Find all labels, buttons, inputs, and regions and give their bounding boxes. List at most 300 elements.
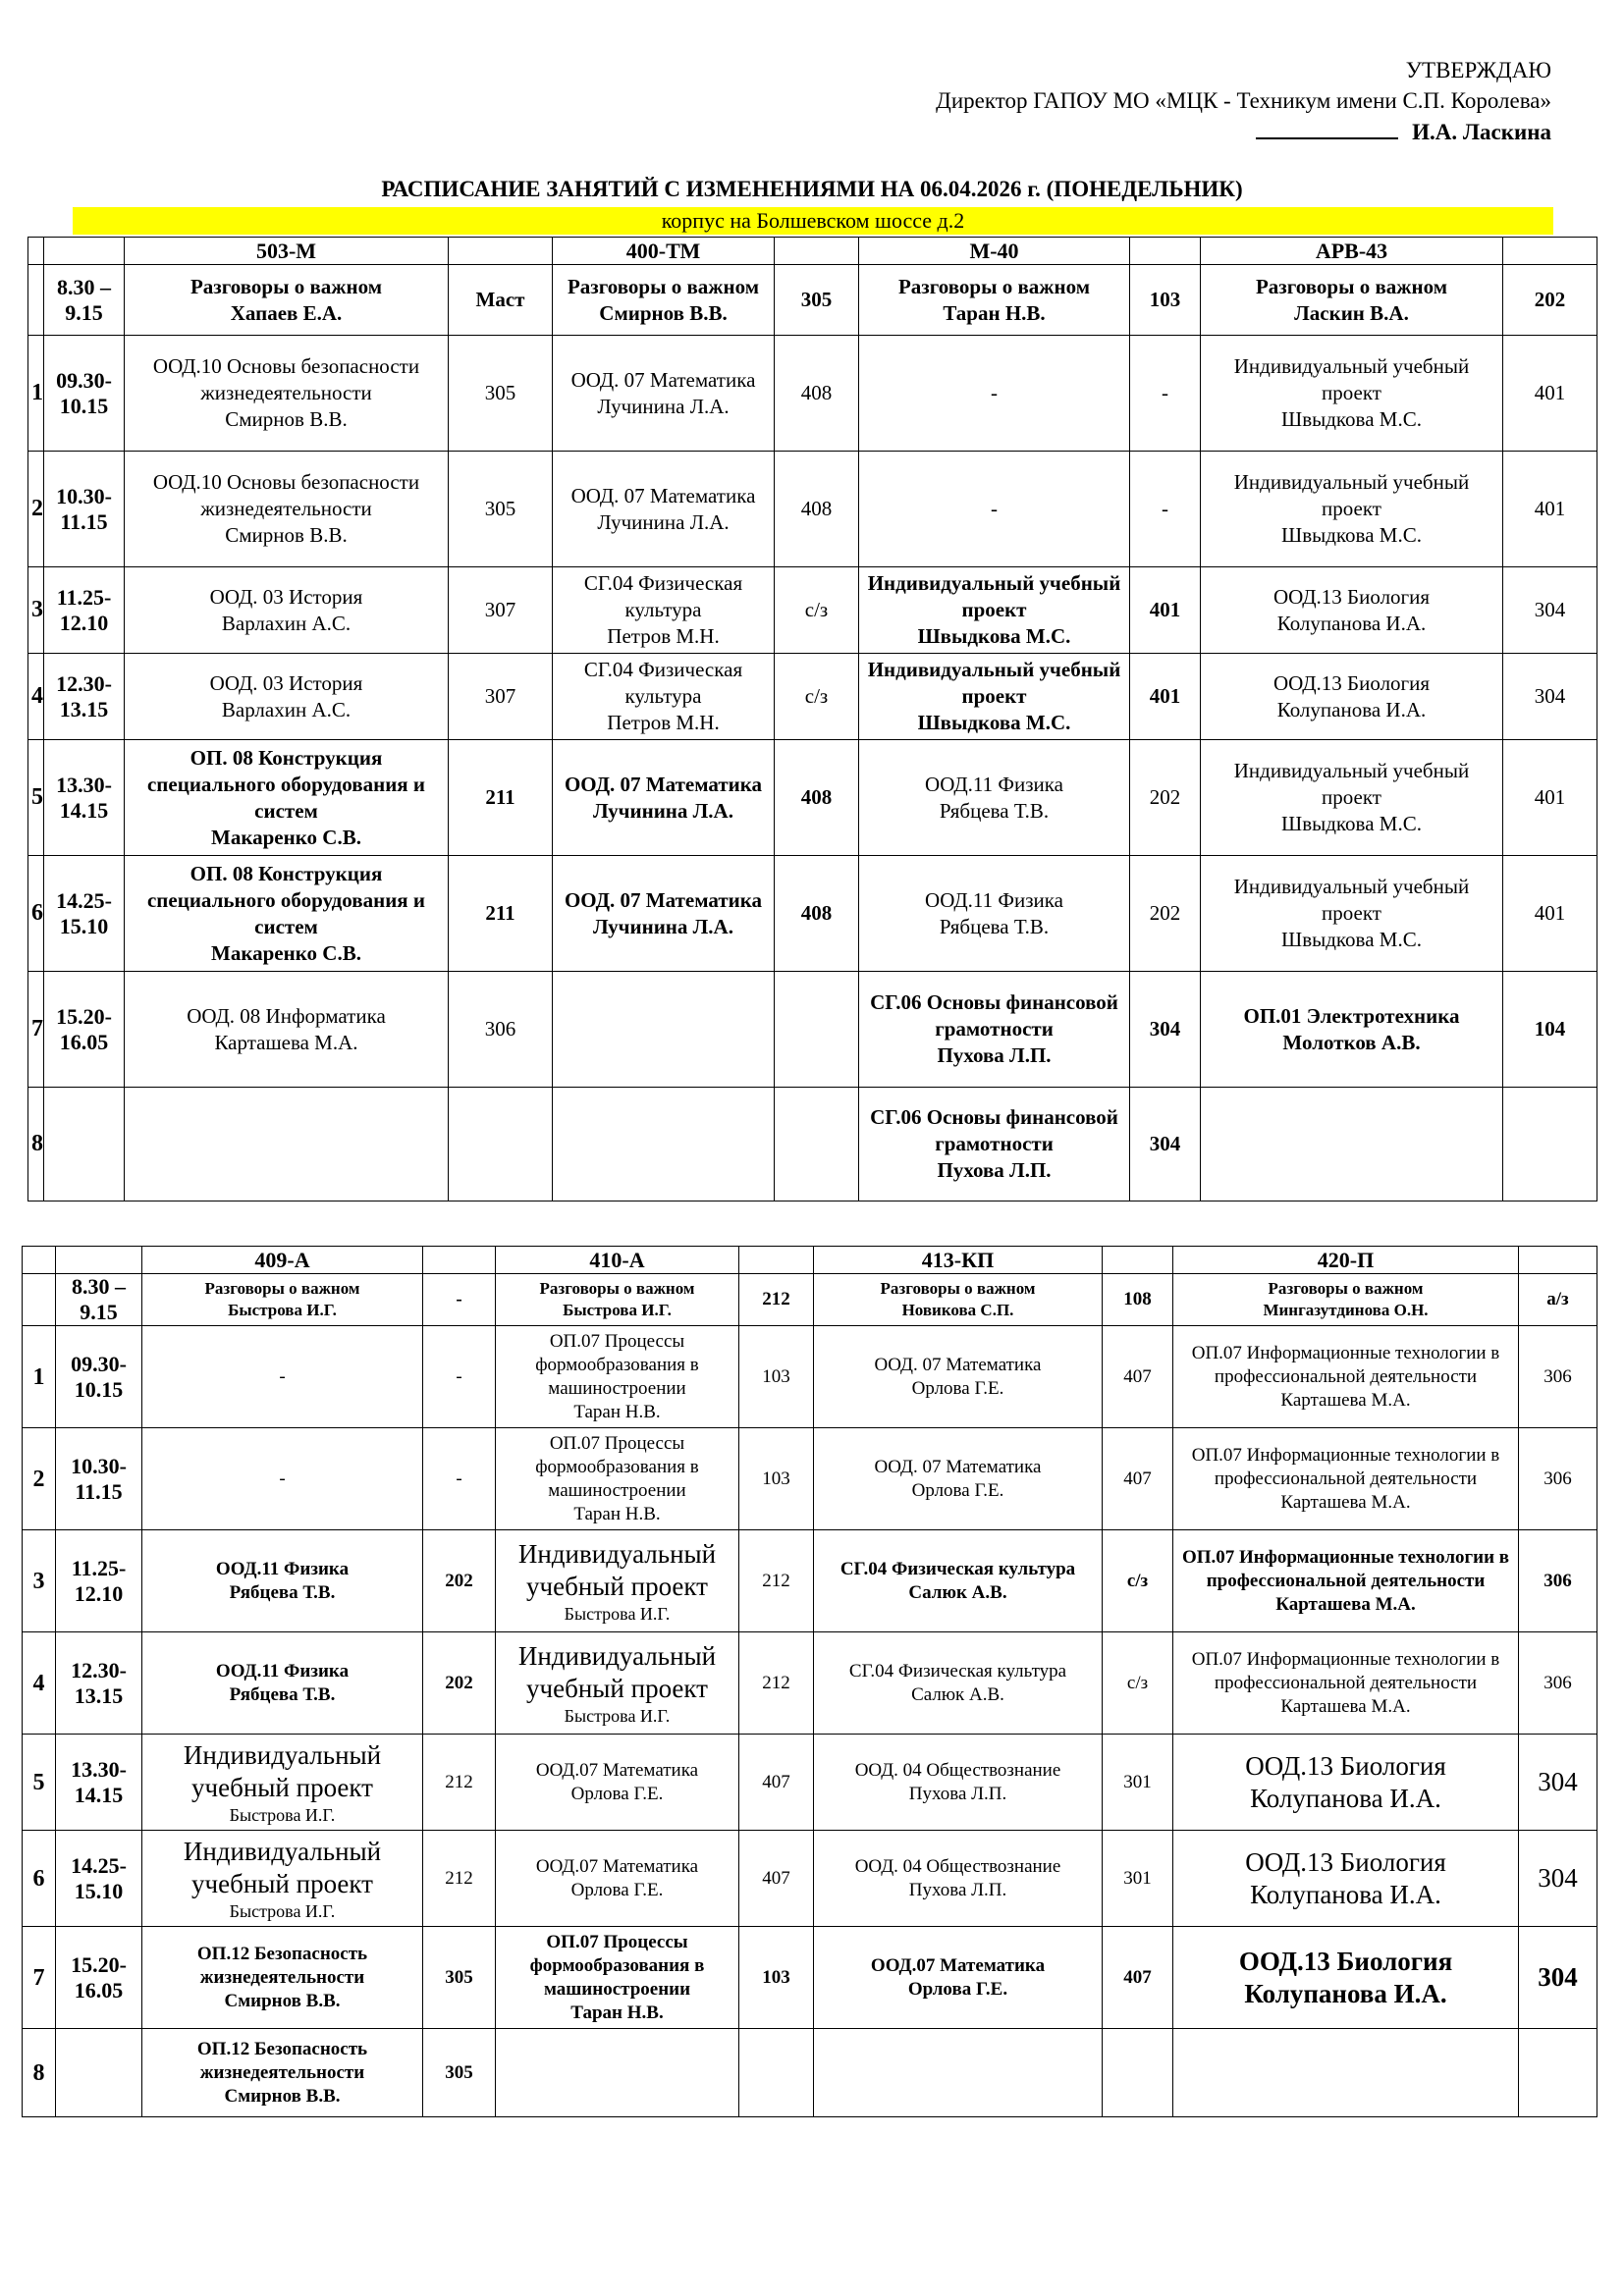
teacher: Таран Н.В.: [943, 300, 1046, 325]
teacher: Таран Н.В.: [573, 1503, 661, 1524]
lesson-cell: [553, 567, 775, 654]
group-header: М-40: [859, 238, 1130, 265]
room: 305: [449, 336, 553, 452]
room: [739, 2029, 814, 2117]
lesson-cell: [814, 1274, 1103, 1326]
room: 407: [739, 1831, 814, 1927]
room: 304: [1519, 1927, 1597, 2029]
lesson-cell: [1201, 567, 1503, 654]
lesson-cell: [859, 1088, 1130, 1201]
teacher: Швыдкова М.С.: [1281, 407, 1422, 431]
subject: Разговоры о важном: [204, 1279, 360, 1298]
room: 212: [739, 1274, 814, 1326]
subject: Индивидуальный учебный проект: [867, 658, 1121, 708]
subject: Индивидуальный учебный проект: [1233, 470, 1470, 520]
lesson-row: [23, 1428, 1597, 1530]
header-blank: [23, 1247, 56, 1274]
lesson-number: 6: [23, 1831, 56, 1927]
subject: -: [279, 1365, 286, 1387]
lesson-cell: [1201, 856, 1503, 972]
subject: ОП.07 Информационные технологии в профессиональной деятельности: [1191, 1342, 1500, 1387]
teacher: Варлахин А.С.: [221, 611, 352, 635]
teacher: Быстрова И.Г.: [229, 1900, 336, 1921]
lesson-cell: [553, 740, 775, 856]
subject: ОП. 08 Конструкция специального оборудования и систем: [146, 861, 426, 938]
header-blank: [449, 238, 553, 265]
subject: Индивидуальный учебный проект: [1233, 759, 1470, 809]
room: 108: [1103, 1274, 1173, 1326]
approval-name: И.А. Ласкина: [1412, 120, 1551, 144]
teacher: Молотков А.В.: [1282, 1030, 1421, 1054]
lesson-cell: [553, 1088, 775, 1201]
lesson-cell: [859, 567, 1130, 654]
lesson-cell: [859, 972, 1130, 1088]
teacher: Швыдкова М.С.: [1281, 812, 1422, 835]
group-header: 400-ТМ: [553, 238, 775, 265]
subject: ООД. 07 Математика: [874, 1456, 1042, 1477]
room: 202: [423, 1530, 496, 1632]
room: 306: [1519, 1326, 1597, 1428]
teacher: Таран Н.В.: [573, 1401, 661, 1422]
subject: Индивидуальный учебный проект: [517, 1640, 717, 1703]
teacher: Быстрова И.Г.: [564, 1705, 671, 1726]
lesson-row: [28, 265, 1597, 336]
lesson-time: 8.30 – 9.15: [44, 265, 125, 336]
subject: ООД. 03 История: [209, 670, 363, 695]
teacher: Смирнов В.В.: [599, 300, 728, 325]
teacher: Пухова Л.П.: [908, 1783, 1007, 1804]
room: 202: [423, 1632, 496, 1735]
header-blank: [1519, 1247, 1597, 1274]
subject: Индивидуальный учебный проект: [1233, 875, 1470, 925]
group-header-row: [28, 238, 1597, 265]
subject: Индивидуальный учебный проект: [183, 1836, 382, 1898]
lesson-row: [28, 856, 1597, 972]
lesson-row: [28, 567, 1597, 654]
teacher: Орлова Г.Е.: [911, 1479, 1004, 1501]
subject: СГ.06 Основы финансовой грамотности: [870, 1105, 1118, 1155]
teacher: Салюк А.В.: [911, 1683, 1004, 1705]
teacher: Швыдкова М.С.: [1281, 523, 1422, 547]
lesson-number: 5: [23, 1735, 56, 1831]
subject: Разговоры о важном: [880, 1279, 1036, 1298]
lesson-row: [23, 1735, 1597, 1831]
lesson-time: 13.30- 14.15: [44, 740, 125, 856]
lesson-cell: [1173, 1274, 1519, 1326]
room: 407: [739, 1735, 814, 1831]
lesson-cell: [142, 1831, 423, 1927]
room: 306: [449, 972, 553, 1088]
teacher: Мингазутдинова О.Н.: [1263, 1301, 1429, 1319]
lesson-row: [23, 1326, 1597, 1428]
room: 104: [1503, 972, 1597, 1088]
room: с/з: [775, 654, 859, 740]
lesson-cell: [125, 1088, 449, 1201]
lesson-cell: [1201, 1088, 1503, 1201]
teacher: Петров М.Н.: [607, 711, 720, 734]
teacher: Орлова Г.Е.: [570, 1879, 664, 1900]
subject: Разговоры о важном: [539, 1279, 695, 1298]
lesson-time: 15.20- 16.05: [44, 972, 125, 1088]
room: -: [423, 1428, 496, 1530]
approval-block: [805, 55, 1551, 147]
subject: -: [991, 381, 998, 404]
lesson-cell: [125, 972, 449, 1088]
teacher: Орлова Г.Е.: [570, 1783, 664, 1804]
subject: СГ.04 Физическая культура: [583, 658, 743, 708]
teacher: Рябцева Т.В.: [229, 1581, 336, 1603]
room: 407: [1103, 1326, 1173, 1428]
subject: ООД.07 Математика: [870, 1954, 1046, 1976]
subject: ОП.07 Процессы формообразования в машиностроении: [535, 1432, 699, 1501]
lesson-cell: [859, 856, 1130, 972]
room: 408: [775, 740, 859, 856]
subject: ООД. 07 Математика: [570, 367, 756, 392]
room: 305: [449, 452, 553, 567]
teacher: Лучинина Л.А.: [597, 509, 730, 534]
lesson-cell: [1173, 1831, 1519, 1927]
lesson-number: [28, 265, 44, 336]
subject: -: [279, 1468, 286, 1489]
teacher: Смирнов В.В.: [225, 523, 348, 547]
room: 301: [1103, 1831, 1173, 1927]
room: Маст: [449, 265, 553, 336]
lesson-cell: [814, 1428, 1103, 1530]
room: 202: [1130, 856, 1201, 972]
lesson-cell: [1201, 452, 1503, 567]
subject: ООД.13 Биология: [1245, 1846, 1446, 1877]
lesson-row: [23, 1632, 1597, 1735]
room: 305: [423, 1927, 496, 2029]
lesson-time: [56, 2029, 142, 2117]
room: с/з: [1103, 1632, 1173, 1735]
teacher: Смирнов В.В.: [224, 1990, 341, 2011]
lesson-cell: [1201, 740, 1503, 856]
lesson-cell: [125, 654, 449, 740]
teacher: Лучинина Л.А.: [593, 914, 733, 938]
approval-director: Директор ГАПОУ МО «МЦК - Техникум имени С.П. Королева»: [936, 88, 1551, 113]
lesson-row: [28, 654, 1597, 740]
room: 305: [423, 2029, 496, 2117]
room: 306: [1519, 1428, 1597, 1530]
lesson-number: 4: [28, 654, 44, 740]
teacher: Ласкин В.А.: [1294, 300, 1409, 325]
room: [775, 972, 859, 1088]
room: 408: [775, 856, 859, 972]
teacher: Варлахин А.С.: [221, 697, 352, 721]
lesson-cell: [859, 740, 1130, 856]
approval-signature: [805, 116, 1551, 147]
lesson-cell: [496, 1326, 739, 1428]
subject: ОП.07 Информационные технологии в профессиональной деятельности: [1191, 1648, 1500, 1693]
lesson-row: [23, 1530, 1597, 1632]
header-blank: [423, 1247, 496, 1274]
subject: ОП.07 Процессы формообразования в машиностроении: [535, 1330, 699, 1399]
room: с/з: [775, 567, 859, 654]
teacher: Карташева М.А.: [1280, 1491, 1411, 1513]
lesson-cell: [125, 265, 449, 336]
lesson-cell: [1173, 1735, 1519, 1831]
teacher: Карташева М.А.: [1275, 1593, 1416, 1615]
lesson-cell: [125, 336, 449, 452]
lesson-cell: [1173, 1428, 1519, 1530]
room: 103: [1130, 265, 1201, 336]
subject: ООД.13 Биология: [1272, 670, 1431, 695]
teacher: Салюк А.В.: [908, 1581, 1007, 1603]
header-blank: [739, 1247, 814, 1274]
room: 304: [1519, 1831, 1597, 1927]
lesson-cell: [125, 567, 449, 654]
lesson-cell: [859, 452, 1130, 567]
room: -: [1130, 336, 1201, 452]
lesson-cell: [496, 1530, 739, 1632]
group-header: АРВ-43: [1201, 238, 1503, 265]
subject: Разговоры о важном: [1268, 1279, 1424, 1298]
subject: ОП.01 Электротехника: [1243, 1003, 1460, 1028]
teacher: Рябцева Т.В.: [939, 914, 1050, 938]
subject: ООД. 07 Математика: [564, 887, 763, 912]
room: 212: [739, 1530, 814, 1632]
teacher: Быстрова И.Г.: [564, 1603, 671, 1624]
signature-line: [1256, 116, 1398, 139]
lesson-cell: [814, 1326, 1103, 1428]
teacher: Орлова Г.Е.: [907, 1978, 1008, 2000]
room: 401: [1503, 452, 1597, 567]
room: 304: [1519, 1735, 1597, 1831]
room: 304: [1130, 1088, 1201, 1201]
lesson-row: [23, 2029, 1597, 2117]
teacher: Хапаев Е.А.: [230, 300, 343, 325]
teacher: Быстрова И.Г.: [228, 1301, 337, 1319]
subject: ООД.07 Математика: [535, 1855, 699, 1877]
lesson-time: 10.30- 11.15: [56, 1428, 142, 1530]
subject: ООД.11 Физика: [925, 887, 1063, 912]
lesson-time: 12.30- 13.15: [44, 654, 125, 740]
subject: Разговоры о важном: [189, 274, 383, 298]
subject: ООД. 04 Обществознание: [854, 1855, 1061, 1877]
room: 401: [1503, 740, 1597, 856]
header-blank: [28, 238, 44, 265]
room: [1103, 2029, 1173, 2117]
teacher: Колупанова И.А.: [1276, 697, 1427, 721]
room: а/з: [1519, 1274, 1597, 1326]
room: 301: [1103, 1735, 1173, 1831]
lesson-time: 11.25- 12.10: [56, 1530, 142, 1632]
subject: ООД. 04 Обществознание: [854, 1759, 1061, 1781]
teacher: Колупанова И.А.: [1250, 1879, 1441, 1909]
group-header: 420-П: [1173, 1247, 1519, 1274]
lesson-number: 7: [23, 1927, 56, 2029]
lesson-cell: [142, 1326, 423, 1428]
subject: Индивидуальный учебный проект: [517, 1538, 717, 1601]
teacher: Колупанова И.А.: [1276, 611, 1427, 635]
room: 212: [423, 1735, 496, 1831]
lesson-row: [28, 452, 1597, 567]
subject: Индивидуальный учебный проект: [183, 1739, 382, 1802]
room: 103: [739, 1428, 814, 1530]
lesson-cell: [1201, 265, 1503, 336]
subject: Разговоры о важном: [1255, 274, 1448, 298]
lesson-number: 8: [23, 2029, 56, 2117]
lesson-cell: [1173, 1326, 1519, 1428]
lesson-cell: [859, 654, 1130, 740]
lesson-cell: [142, 1927, 423, 2029]
teacher: Быстрова И.Г.: [563, 1301, 672, 1319]
lesson-row: [28, 1088, 1597, 1201]
subject: ООД.11 Физика: [215, 1558, 350, 1579]
room: -: [423, 1326, 496, 1428]
lesson-number: 2: [28, 452, 44, 567]
room: 306: [1519, 1530, 1597, 1632]
subject: ООД. 03 История: [209, 584, 363, 609]
subject: ООД. 07 Математика: [874, 1354, 1042, 1375]
subject: ООД.11 Физика: [925, 772, 1063, 796]
teacher: Лучинина Л.А.: [593, 798, 733, 823]
teacher: Пухова Л.П.: [908, 1879, 1007, 1900]
teacher: Пухова Л.П.: [937, 1158, 1052, 1182]
lesson-cell: [496, 1632, 739, 1735]
lesson-time: 11.25- 12.10: [44, 567, 125, 654]
lesson-time: 09.30- 10.15: [56, 1326, 142, 1428]
lesson-row: [28, 336, 1597, 452]
lesson-time: 12.30- 13.15: [56, 1632, 142, 1735]
room: 408: [775, 452, 859, 567]
lesson-cell: [1173, 1927, 1519, 2029]
room: 304: [1130, 972, 1201, 1088]
lesson-cell: [125, 740, 449, 856]
lesson-time: 15.20- 16.05: [56, 1927, 142, 2029]
header-blank: [44, 238, 125, 265]
lesson-cell: [859, 336, 1130, 452]
page-title: РАСПИСАНИЕ ЗАНЯТИЙ С ИЗМЕНЕНИЯМИ НА 06.04.2026 г. (ПОНЕДЕЛЬНИК): [381, 177, 1243, 201]
group-header: 413-КП: [814, 1247, 1103, 1274]
lesson-cell: [553, 452, 775, 567]
lesson-time: 10.30- 11.15: [44, 452, 125, 567]
subject: СГ.06 Основы финансовой грамотности: [870, 990, 1118, 1041]
room: 103: [739, 1927, 814, 2029]
lesson-cell: [496, 1274, 739, 1326]
room: -: [423, 1274, 496, 1326]
subject: СГ.04 Физическая культура: [848, 1660, 1067, 1682]
header-blank: [775, 238, 859, 265]
lesson-cell: [814, 1927, 1103, 2029]
room: 401: [1130, 567, 1201, 654]
subject: ОП.07 Процессы формообразования в машиностроении: [529, 1931, 705, 2000]
subject: Индивидуальный учебный проект: [1233, 354, 1470, 404]
lesson-cell: [1173, 1632, 1519, 1735]
lesson-number: 5: [28, 740, 44, 856]
lesson-number: 4: [23, 1632, 56, 1735]
lesson-cell: [142, 1735, 423, 1831]
teacher: Швыдкова М.С.: [917, 711, 1071, 734]
subject: Разговоры о важном: [567, 274, 760, 298]
subject: Индивидуальный учебный проект: [867, 571, 1121, 621]
teacher: Рябцева Т.В.: [229, 1683, 336, 1705]
lesson-cell: [496, 1735, 739, 1831]
teacher: Швыдкова М.С.: [917, 624, 1071, 648]
teacher: Быстрова И.Г.: [229, 1804, 336, 1825]
room: 401: [1503, 856, 1597, 972]
approval-heading: УТВЕРЖДАЮ: [1405, 58, 1551, 82]
teacher: Макаренко С.В.: [211, 940, 361, 965]
teacher: Пухова Л.П.: [937, 1043, 1052, 1067]
teacher: Таран Н.В.: [570, 2002, 664, 2023]
room: 307: [449, 654, 553, 740]
subject: ООД. 08 Информатика: [187, 1003, 386, 1028]
room: с/з: [1103, 1530, 1173, 1632]
lesson-cell: [814, 1831, 1103, 1927]
header-blank: [1130, 238, 1201, 265]
room: 304: [1503, 567, 1597, 654]
subject: ОП.07 Информационные технологии в профессиональной деятельности: [1181, 1546, 1510, 1591]
lesson-cell: [142, 1632, 423, 1735]
room: 306: [1519, 1632, 1597, 1735]
lesson-time: [44, 1088, 125, 1201]
teacher: Карташева М.А.: [214, 1030, 358, 1054]
teacher: Новикова С.П.: [901, 1301, 1014, 1319]
lesson-cell: [553, 654, 775, 740]
lesson-cell: [1173, 2029, 1519, 2117]
room: 211: [449, 740, 553, 856]
lesson-cell: [814, 1632, 1103, 1735]
lesson-cell: [496, 1927, 739, 2029]
lesson-number: 2: [23, 1428, 56, 1530]
lesson-cell: [125, 452, 449, 567]
lesson-cell: [496, 2029, 739, 2117]
lesson-time: 13.30- 14.15: [56, 1735, 142, 1831]
lesson-cell: [553, 972, 775, 1088]
subject: ОП. 08 Конструкция специального оборудования и систем: [146, 745, 426, 823]
lesson-row: [23, 1927, 1597, 2029]
lesson-cell: [1201, 972, 1503, 1088]
lesson-number: [23, 1274, 56, 1326]
building-banner: корпус на Болшевском шоссе д.2: [73, 207, 1553, 235]
lesson-row: [28, 740, 1597, 856]
lesson-cell: [496, 1428, 739, 1530]
lesson-cell: [142, 1428, 423, 1530]
group-header-row: [23, 1247, 1597, 1274]
group-header: 410-А: [496, 1247, 739, 1274]
room: 103: [739, 1326, 814, 1428]
lesson-number: 1: [23, 1326, 56, 1428]
lesson-cell: [553, 265, 775, 336]
subject: ООД.13 Биология: [1245, 1750, 1446, 1781]
teacher: Петров М.Н.: [607, 624, 720, 648]
lesson-cell: [142, 1530, 423, 1632]
room: 304: [1503, 654, 1597, 740]
lesson-time: 14.25- 15.10: [44, 856, 125, 972]
header-blank: [1503, 238, 1597, 265]
group-header: 503-М: [125, 238, 449, 265]
teacher: Смирнов В.В.: [225, 407, 348, 431]
teacher: Колупанова И.А.: [1244, 1978, 1447, 2008]
lesson-number: 7: [28, 972, 44, 1088]
lesson-number: 8: [28, 1088, 44, 1201]
subject: -: [991, 497, 998, 520]
lesson-row: [28, 972, 1597, 1088]
lesson-row: [23, 1274, 1597, 1326]
room: 401: [1130, 654, 1201, 740]
header-blank: [1103, 1247, 1173, 1274]
subject: ООД.07 Математика: [535, 1759, 699, 1781]
subject: Разговоры о важном: [897, 274, 1091, 298]
room: 202: [1130, 740, 1201, 856]
lesson-cell: [1201, 336, 1503, 452]
lesson-time: 14.25- 15.10: [56, 1831, 142, 1927]
subject: СГ.04 Физическая культура: [839, 1558, 1076, 1579]
room: 307: [449, 567, 553, 654]
room: 202: [1503, 265, 1597, 336]
